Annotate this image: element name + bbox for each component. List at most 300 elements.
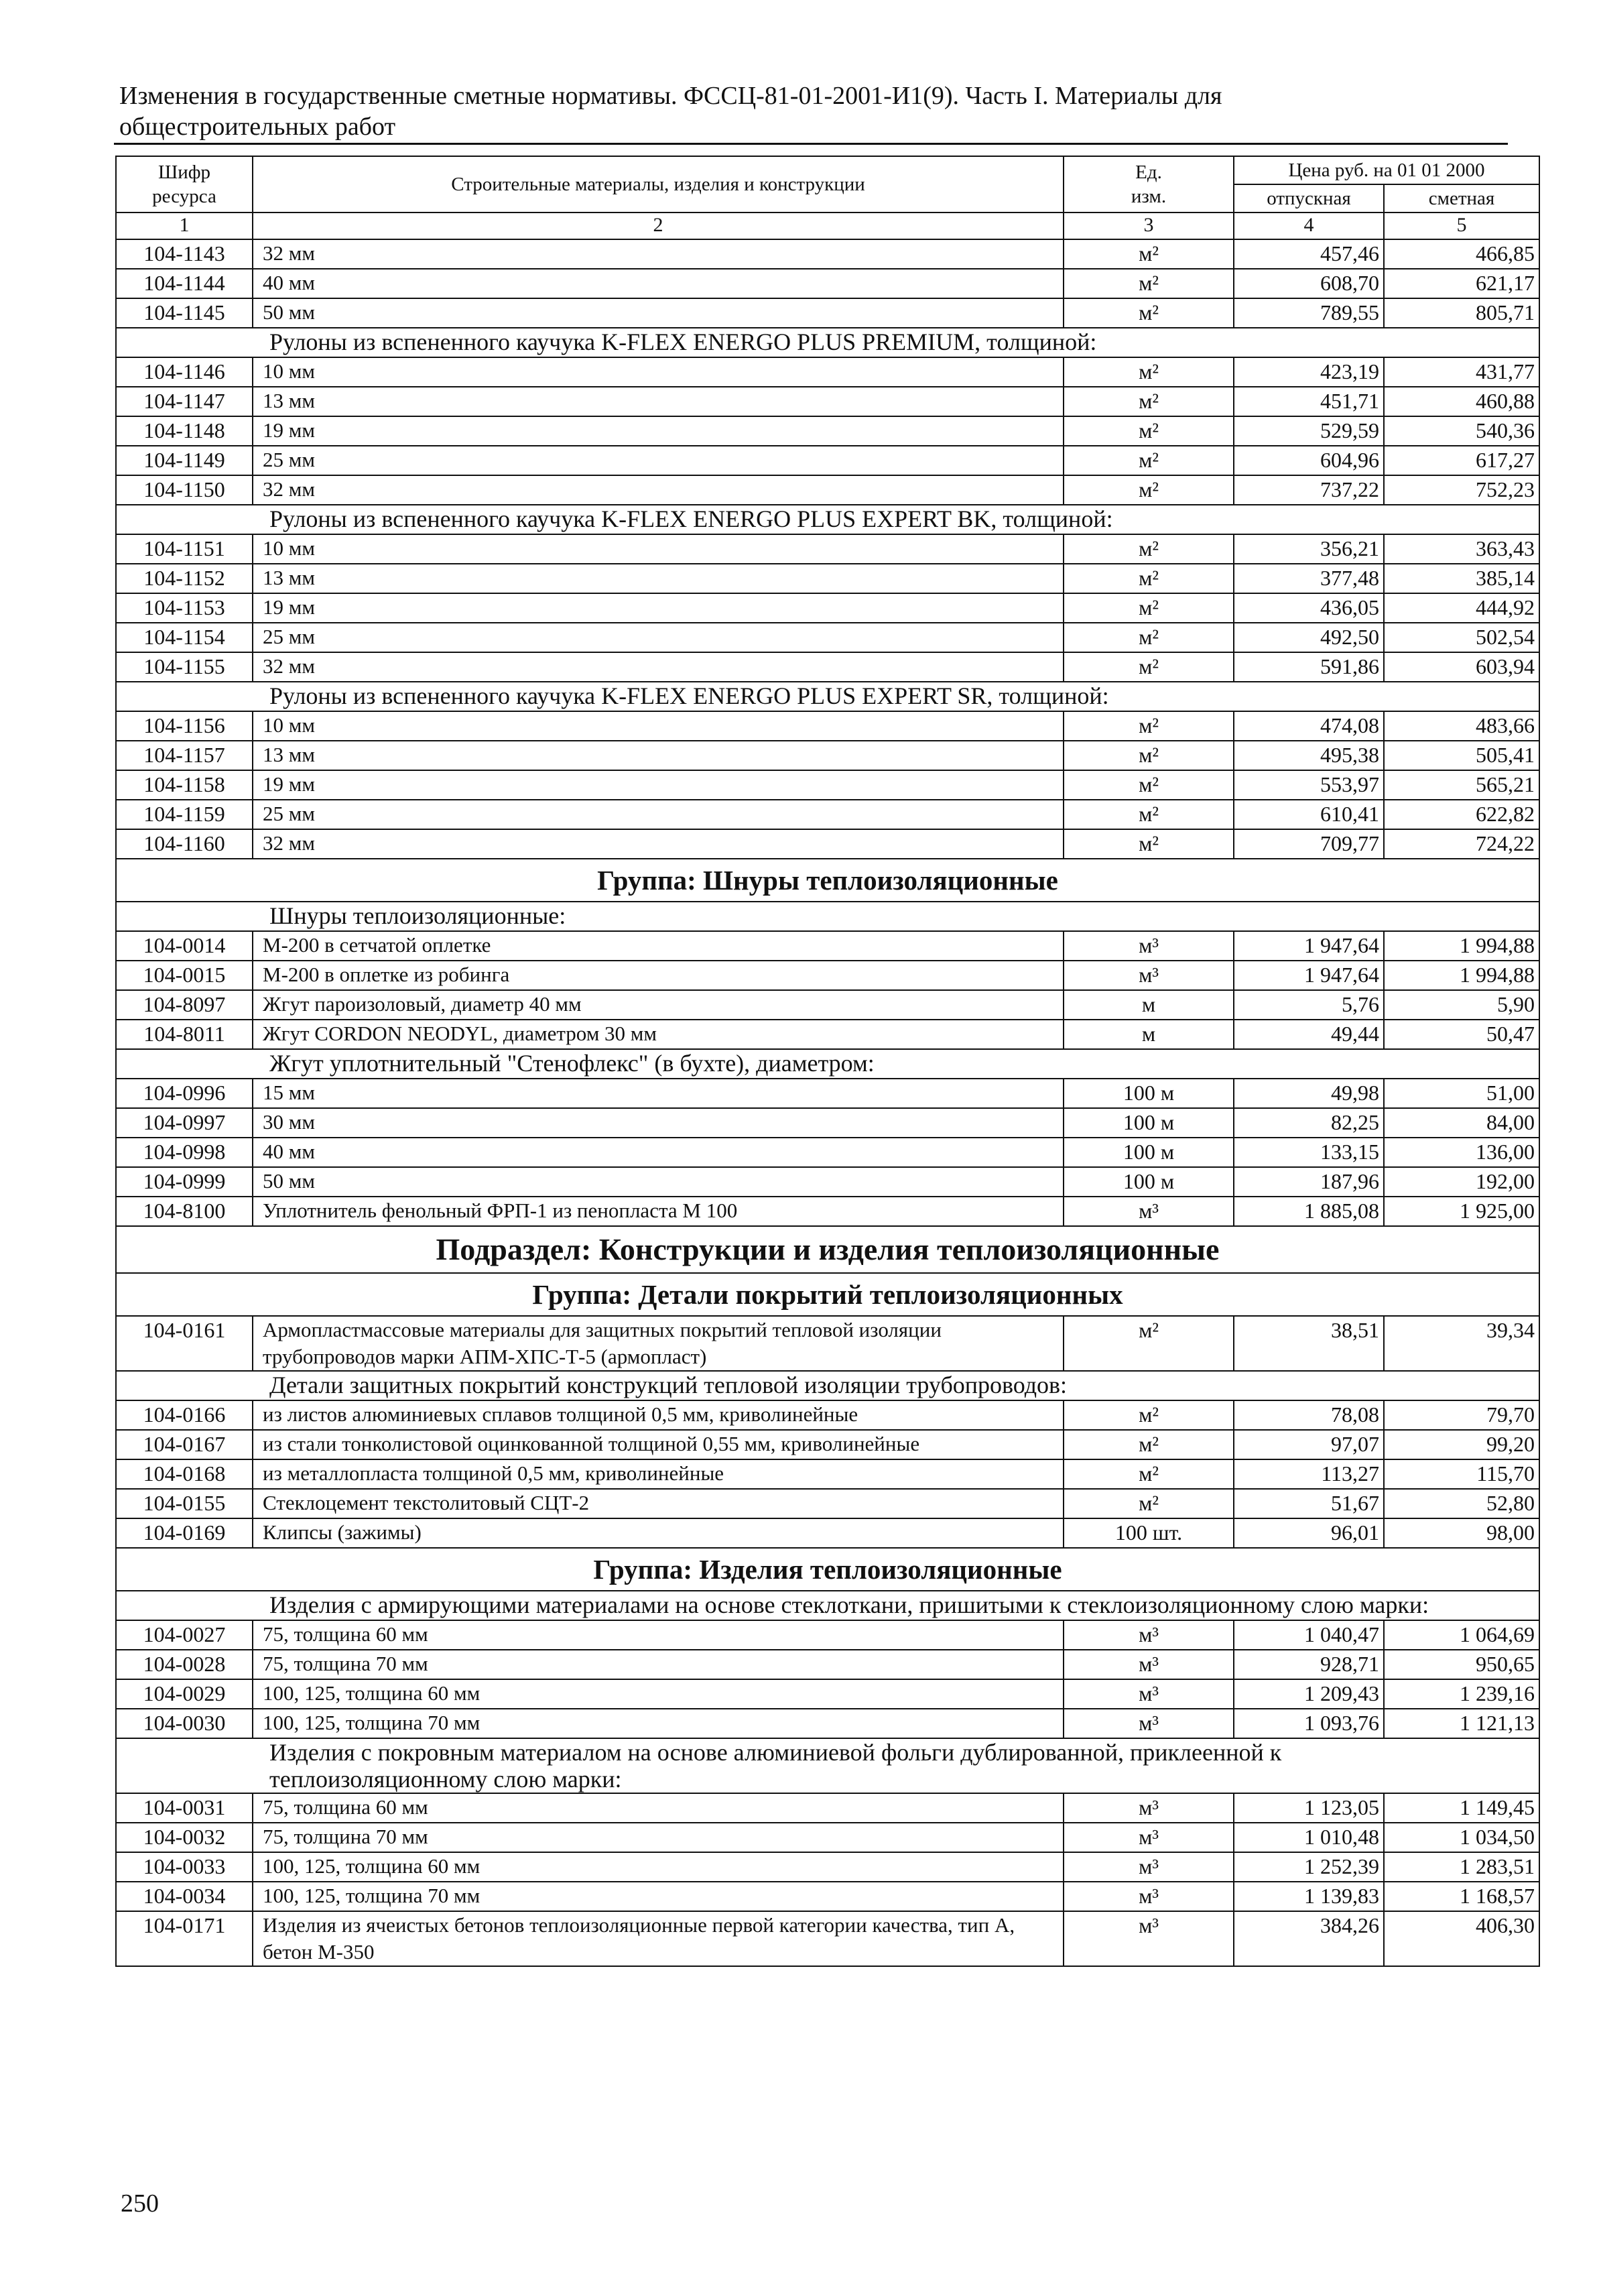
table-row <box>116 1793 1539 1823</box>
header-code <box>116 156 253 213</box>
unit: м² <box>1064 623 1234 652</box>
unit: м³ <box>1064 1679 1234 1709</box>
table-row <box>116 1823 1539 1852</box>
subheading-row <box>116 1591 1539 1620</box>
price-estimate: 460,88 <box>1384 387 1539 416</box>
table-row <box>116 1197 1539 1226</box>
column-number-row <box>116 213 1539 239</box>
price-estimate: 1 994,88 <box>1384 931 1539 961</box>
price-estimate: 1 283,51 <box>1384 1852 1539 1882</box>
header-unit-line1: Ед. <box>1135 162 1162 183</box>
page-number: 250 <box>121 2189 159 2218</box>
price-release: 82,25 <box>1234 1108 1384 1138</box>
material-name: 100, 125, толщина 60 мм <box>253 1679 1064 1709</box>
price-estimate: 79,70 <box>1384 1400 1539 1430</box>
resource-code: 104-1149 <box>116 446 253 475</box>
unit: м² <box>1064 652 1234 682</box>
resource-code: 104-0034 <box>116 1882 253 1911</box>
material-name: 75, толщина 70 мм <box>253 1823 1064 1852</box>
table-header-row <box>116 156 1539 184</box>
material-name: 13 мм <box>253 741 1064 770</box>
price-estimate: 98,00 <box>1384 1518 1539 1548</box>
price-release: 5,76 <box>1234 990 1384 1020</box>
price-table <box>115 156 1540 1967</box>
unit: м² <box>1064 269 1234 298</box>
table-row <box>116 1459 1539 1489</box>
unit: м³ <box>1064 1852 1234 1882</box>
table-row <box>116 623 1539 652</box>
material-name: Изделия из ячеистых бетонов теплоизоляционные первой категории качества, тип А, бетон М-350 <box>253 1911 1064 1966</box>
price-estimate: 39,34 <box>1384 1316 1539 1371</box>
price-estimate: 385,14 <box>1384 564 1539 593</box>
price-estimate: 617,27 <box>1384 446 1539 475</box>
price-estimate: 84,00 <box>1384 1108 1539 1138</box>
price-estimate: 621,17 <box>1384 269 1539 298</box>
resource-code: 104-0168 <box>116 1459 253 1489</box>
price-release: 1 947,64 <box>1234 931 1384 961</box>
material-name: 19 мм <box>253 416 1064 446</box>
table-row <box>116 1882 1539 1911</box>
resource-code: 104-1145 <box>116 298 253 328</box>
unit: м³ <box>1064 1911 1234 1966</box>
price-release: 789,55 <box>1234 298 1384 328</box>
price-release: 423,19 <box>1234 357 1384 387</box>
table-row <box>116 990 1539 1020</box>
material-name: Жгут CORDON NEODYL, диаметром 30 мм <box>253 1020 1064 1049</box>
material-name: 32 мм <box>253 829 1064 859</box>
resource-code: 104-0999 <box>116 1167 253 1197</box>
material-name: из листов алюминиевых сплавов толщиной 0,5 мм, криволинейные <box>253 1400 1064 1430</box>
price-estimate: 1 034,50 <box>1384 1823 1539 1852</box>
column-number: 2 <box>253 213 1064 239</box>
table-row <box>116 711 1539 741</box>
group-title: Группа: Детали покрытий теплоизоляционных <box>116 1273 1539 1316</box>
subheading: Рулоны из вспененного каучука K-FLEX ENERGO PLUS EXPERT SR, толщиной: <box>116 682 1539 711</box>
unit: м² <box>1064 741 1234 770</box>
price-estimate: 622,82 <box>1384 800 1539 829</box>
material-name: 75, толщина 70 мм <box>253 1650 1064 1679</box>
group-row <box>116 1273 1539 1316</box>
material-name: М-200 в сетчатой оплетке <box>253 931 1064 961</box>
table-row <box>116 741 1539 770</box>
price-release: 436,05 <box>1234 593 1384 623</box>
price-estimate: 51,00 <box>1384 1079 1539 1108</box>
material-name: 100, 125, толщина 60 мм <box>253 1852 1064 1882</box>
group-row <box>116 1548 1539 1591</box>
material-name: Уплотнитель фенольный ФРП-1 из пенопласта М 100 <box>253 1197 1064 1226</box>
resource-code: 104-0998 <box>116 1138 253 1167</box>
unit: м³ <box>1064 1882 1234 1911</box>
resource-code: 104-0027 <box>116 1620 253 1650</box>
price-release: 187,96 <box>1234 1167 1384 1197</box>
subheading: Детали защитных покрытий конструкций тепловой изоляции трубопроводов: <box>116 1371 1539 1400</box>
material-name: 32 мм <box>253 239 1064 269</box>
price-release: 928,71 <box>1234 1650 1384 1679</box>
resource-code: 104-1160 <box>116 829 253 859</box>
price-release: 457,46 <box>1234 239 1384 269</box>
subheading-row <box>116 1738 1539 1793</box>
price-release: 78,08 <box>1234 1400 1384 1430</box>
price-release: 492,50 <box>1234 623 1384 652</box>
header-unit <box>1064 156 1234 213</box>
table-row <box>116 1620 1539 1650</box>
price-release: 1 093,76 <box>1234 1709 1384 1738</box>
material-name: 19 мм <box>253 770 1064 800</box>
resource-code: 104-8100 <box>116 1197 253 1226</box>
material-name: Жгут пароизоловый, диаметр 40 мм <box>253 990 1064 1020</box>
table-row <box>116 1316 1539 1371</box>
unit: м³ <box>1064 1793 1234 1823</box>
price-estimate: 192,00 <box>1384 1167 1539 1197</box>
resource-code: 104-1154 <box>116 623 253 652</box>
resource-code: 104-1150 <box>116 475 253 505</box>
resource-code: 104-0014 <box>116 931 253 961</box>
price-estimate: 5,90 <box>1384 990 1539 1020</box>
price-release: 451,71 <box>1234 387 1384 416</box>
resource-code: 104-0997 <box>116 1108 253 1138</box>
price-release: 1 040,47 <box>1234 1620 1384 1650</box>
material-name: 25 мм <box>253 800 1064 829</box>
header-unit-line2: изм. <box>1131 186 1167 207</box>
price-estimate: 483,66 <box>1384 711 1539 741</box>
material-name: 75, толщина 60 мм <box>253 1793 1064 1823</box>
resource-code: 104-0029 <box>116 1679 253 1709</box>
price-release: 113,27 <box>1234 1459 1384 1489</box>
header-price: Цена руб. на 01 01 2000 <box>1234 156 1539 184</box>
material-name: 100, 125, толщина 70 мм <box>253 1709 1064 1738</box>
unit: 100 шт. <box>1064 1518 1234 1548</box>
table-row <box>116 593 1539 623</box>
resource-code: 104-1156 <box>116 711 253 741</box>
resource-code: 104-0171 <box>116 1911 253 1966</box>
price-estimate: 1 168,57 <box>1384 1882 1539 1911</box>
table-row <box>116 770 1539 800</box>
price-release: 1 123,05 <box>1234 1793 1384 1823</box>
unit: м <box>1064 990 1234 1020</box>
price-release: 1 010,48 <box>1234 1823 1384 1852</box>
price-release: 1 252,39 <box>1234 1852 1384 1882</box>
subheading-row <box>116 1371 1539 1400</box>
subheading: Рулоны из вспененного каучука K-FLEX ENERGO PLUS PREMIUM, толщиной: <box>116 328 1539 357</box>
price-estimate: 540,36 <box>1384 416 1539 446</box>
price-estimate: 752,23 <box>1384 475 1539 505</box>
subheading: Изделия с армирующими материалами на основе стеклоткани, пришитыми к стеклоизоляционному слою марки: <box>116 1591 1539 1620</box>
price-release: 474,08 <box>1234 711 1384 741</box>
material-name: 13 мм <box>253 564 1064 593</box>
table-row <box>116 269 1539 298</box>
unit: м² <box>1064 298 1234 328</box>
table-row <box>116 1852 1539 1882</box>
material-name: 15 мм <box>253 1079 1064 1108</box>
resource-code: 104-0028 <box>116 1650 253 1679</box>
price-release: 384,26 <box>1234 1911 1384 1966</box>
table-row <box>116 1709 1539 1738</box>
unit: м² <box>1064 1430 1234 1459</box>
unit: м³ <box>1064 1823 1234 1852</box>
material-name: 100, 125, толщина 70 мм <box>253 1882 1064 1911</box>
header-name: Строительные материалы, изделия и конструкции <box>253 156 1064 213</box>
unit: м² <box>1064 1400 1234 1430</box>
unit: м³ <box>1064 961 1234 990</box>
material-name: 10 мм <box>253 711 1064 741</box>
unit: м² <box>1064 416 1234 446</box>
price-estimate: 466,85 <box>1384 239 1539 269</box>
header-line-1: Изменения в государственные сметные нормативы. ФССЦ-81-01-2001-И1(9). Часть I. Материалы для <box>119 82 1222 110</box>
price-release: 529,59 <box>1234 416 1384 446</box>
material-name: 30 мм <box>253 1108 1064 1138</box>
price-release: 495,38 <box>1234 741 1384 770</box>
resource-code: 104-0161 <box>116 1316 253 1371</box>
table-row <box>116 564 1539 593</box>
header-code-line1: Шифр <box>157 162 211 183</box>
table-row <box>116 829 1539 859</box>
price-release: 610,41 <box>1234 800 1384 829</box>
price-release: 1 209,43 <box>1234 1679 1384 1709</box>
column-number: 3 <box>1064 213 1234 239</box>
table-row <box>116 1679 1539 1709</box>
material-name: 25 мм <box>253 446 1064 475</box>
price-estimate: 502,54 <box>1384 623 1539 652</box>
price-estimate: 50,47 <box>1384 1020 1539 1049</box>
table-row <box>116 298 1539 328</box>
price-estimate: 52,80 <box>1384 1489 1539 1518</box>
subheading: Шнуры теплоизоляционные: <box>116 902 1539 931</box>
header-price-release: отпускная <box>1234 184 1384 213</box>
material-name: 19 мм <box>253 593 1064 623</box>
resource-code: 104-0033 <box>116 1852 253 1882</box>
table-row <box>116 239 1539 269</box>
resource-code: 104-1151 <box>116 534 253 564</box>
price-estimate: 724,22 <box>1384 829 1539 859</box>
material-name: 50 мм <box>253 298 1064 328</box>
unit: м² <box>1064 387 1234 416</box>
subheading-row <box>116 1049 1539 1079</box>
group-row <box>116 859 1539 902</box>
subheading: Жгут уплотнительный "Стенофлекс" (в бухте), диаметром: <box>116 1049 1539 1079</box>
table-row <box>116 1400 1539 1430</box>
price-estimate: 950,65 <box>1384 1650 1539 1679</box>
table-row <box>116 1079 1539 1108</box>
subheading-row <box>116 328 1539 357</box>
unit: м <box>1064 1020 1234 1049</box>
unit: м² <box>1064 593 1234 623</box>
resource-code: 104-0030 <box>116 1709 253 1738</box>
material-name: 32 мм <box>253 475 1064 505</box>
price-release: 377,48 <box>1234 564 1384 593</box>
table-row <box>116 1911 1539 1966</box>
resource-code: 104-1143 <box>116 239 253 269</box>
subsection-row <box>116 1226 1539 1273</box>
price-release: 133,15 <box>1234 1138 1384 1167</box>
material-name: 40 мм <box>253 1138 1064 1167</box>
price-estimate: 805,71 <box>1384 298 1539 328</box>
resource-code: 104-0996 <box>116 1079 253 1108</box>
resource-code: 104-1147 <box>116 387 253 416</box>
table-row <box>116 1489 1539 1518</box>
resource-code: 104-0166 <box>116 1400 253 1430</box>
price-estimate: 1 239,16 <box>1384 1679 1539 1709</box>
price-estimate: 115,70 <box>1384 1459 1539 1489</box>
table-row <box>116 1650 1539 1679</box>
price-release: 38,51 <box>1234 1316 1384 1371</box>
unit: м² <box>1064 357 1234 387</box>
price-estimate: 603,94 <box>1384 652 1539 682</box>
group-title: Группа: Изделия теплоизоляционные <box>116 1548 1539 1591</box>
resource-code: 104-1155 <box>116 652 253 682</box>
resource-code: 104-1157 <box>116 741 253 770</box>
price-release: 1 885,08 <box>1234 1197 1384 1226</box>
table-row <box>116 1430 1539 1459</box>
resource-code: 104-1158 <box>116 770 253 800</box>
material-name: Армопластмассовые материалы для защитных покрытий тепловой изоляции трубопроводов марки АПМ-ХПС-Т-5 (армопласт) <box>253 1316 1064 1371</box>
material-name: 32 мм <box>253 652 1064 682</box>
subheading-row <box>116 902 1539 931</box>
resource-code: 104-1148 <box>116 416 253 446</box>
table-row <box>116 387 1539 416</box>
resource-code: 104-0015 <box>116 961 253 990</box>
unit: м² <box>1064 1316 1234 1371</box>
resource-code: 104-0155 <box>116 1489 253 1518</box>
unit: м² <box>1064 800 1234 829</box>
price-release: 97,07 <box>1234 1430 1384 1459</box>
resource-code: 104-8097 <box>116 990 253 1020</box>
header-code-line2: ресурса <box>152 186 216 207</box>
table-row <box>116 1518 1539 1548</box>
material-name: 10 мм <box>253 357 1064 387</box>
price-release: 356,21 <box>1234 534 1384 564</box>
price-release: 553,97 <box>1234 770 1384 800</box>
price-release: 49,44 <box>1234 1020 1384 1049</box>
subheading: Рулоны из вспененного каучука K-FLEX ENERGO PLUS EXPERT BK, толщиной: <box>116 505 1539 534</box>
subheading: Изделия с покровным материалом на основе алюминиевой фольги дублированной, приклеенной к теплоизоляционному слою марки: <box>116 1738 1539 1793</box>
resource-code: 104-0031 <box>116 1793 253 1823</box>
material-name: 75, толщина 60 мм <box>253 1620 1064 1650</box>
table-row <box>116 931 1539 961</box>
unit: м² <box>1064 475 1234 505</box>
column-number: 1 <box>116 213 253 239</box>
subsection-title: Подраздел: Конструкции и изделия теплоизоляционные <box>116 1226 1539 1273</box>
price-release: 591,86 <box>1234 652 1384 682</box>
resource-code: 104-1153 <box>116 593 253 623</box>
material-name: 13 мм <box>253 387 1064 416</box>
price-release: 709,77 <box>1234 829 1384 859</box>
document-header <box>119 80 1393 142</box>
resource-code: 104-0167 <box>116 1430 253 1459</box>
resource-code: 104-0032 <box>116 1823 253 1852</box>
unit: м² <box>1064 446 1234 475</box>
unit: 100 м <box>1064 1167 1234 1197</box>
material-name: 10 мм <box>253 534 1064 564</box>
material-name: Стеклоцемент текстолитовый СЦТ-2 <box>253 1489 1064 1518</box>
unit: м² <box>1064 1459 1234 1489</box>
price-estimate: 99,20 <box>1384 1430 1539 1459</box>
unit: 100 м <box>1064 1079 1234 1108</box>
table-row <box>116 652 1539 682</box>
resource-code: 104-0169 <box>116 1518 253 1548</box>
price-release: 51,67 <box>1234 1489 1384 1518</box>
price-estimate: 363,43 <box>1384 534 1539 564</box>
table-row <box>116 1138 1539 1167</box>
price-estimate: 1 064,69 <box>1384 1620 1539 1650</box>
unit: м² <box>1064 534 1234 564</box>
unit: 100 м <box>1064 1108 1234 1138</box>
unit: м² <box>1064 829 1234 859</box>
price-estimate: 1 149,45 <box>1384 1793 1539 1823</box>
material-name: из стали тонколистовой оцинкованной толщиной 0,55 мм, криволинейные <box>253 1430 1064 1459</box>
price-estimate: 1 925,00 <box>1384 1197 1539 1226</box>
material-name: М-200 в оплетке из робинга <box>253 961 1064 990</box>
table-row <box>116 416 1539 446</box>
price-release: 737,22 <box>1234 475 1384 505</box>
price-estimate: 136,00 <box>1384 1138 1539 1167</box>
header-rule <box>114 143 1508 145</box>
resource-code: 104-8011 <box>116 1020 253 1049</box>
price-table-body <box>116 156 1539 1966</box>
price-estimate: 431,77 <box>1384 357 1539 387</box>
unit: 100 м <box>1064 1138 1234 1167</box>
table-row <box>116 475 1539 505</box>
unit: м² <box>1064 239 1234 269</box>
table-row <box>116 800 1539 829</box>
unit: м³ <box>1064 1709 1234 1738</box>
subheading-row <box>116 505 1539 534</box>
unit: м² <box>1064 1489 1234 1518</box>
price-release: 1 947,64 <box>1234 961 1384 990</box>
price-estimate: 444,92 <box>1384 593 1539 623</box>
table-row <box>116 357 1539 387</box>
header-price-estimate: сметная <box>1384 184 1539 213</box>
price-release: 49,98 <box>1234 1079 1384 1108</box>
price-release: 96,01 <box>1234 1518 1384 1548</box>
material-name: 40 мм <box>253 269 1064 298</box>
table-row <box>116 1020 1539 1049</box>
table-row <box>116 446 1539 475</box>
price-estimate: 1 994,88 <box>1384 961 1539 990</box>
resource-code: 104-1152 <box>116 564 253 593</box>
table-row <box>116 961 1539 990</box>
price-release: 608,70 <box>1234 269 1384 298</box>
header-line-2: общестроительных работ <box>119 113 396 141</box>
unit: м³ <box>1064 1620 1234 1650</box>
price-estimate: 406,30 <box>1384 1911 1539 1966</box>
table-row <box>116 1167 1539 1197</box>
price-estimate: 1 121,13 <box>1384 1709 1539 1738</box>
material-name: из металлопласта толщиной 0,5 мм, криволинейные <box>253 1459 1064 1489</box>
material-name: 50 мм <box>253 1167 1064 1197</box>
material-name: 25 мм <box>253 623 1064 652</box>
unit: м² <box>1064 711 1234 741</box>
resource-code: 104-1146 <box>116 357 253 387</box>
price-estimate: 505,41 <box>1384 741 1539 770</box>
table-row <box>116 534 1539 564</box>
resource-code: 104-1144 <box>116 269 253 298</box>
resource-code: 104-1159 <box>116 800 253 829</box>
unit: м³ <box>1064 931 1234 961</box>
price-release: 1 139,83 <box>1234 1882 1384 1911</box>
unit: м³ <box>1064 1197 1234 1226</box>
column-number: 4 <box>1234 213 1384 239</box>
price-release: 604,96 <box>1234 446 1384 475</box>
unit: м² <box>1064 564 1234 593</box>
material-name: Клипсы (зажимы) <box>253 1518 1064 1548</box>
column-number: 5 <box>1384 213 1539 239</box>
group-title: Группа: Шнуры теплоизоляционные <box>116 859 1539 902</box>
table-row <box>116 1108 1539 1138</box>
price-estimate: 565,21 <box>1384 770 1539 800</box>
unit: м² <box>1064 770 1234 800</box>
subheading-row <box>116 682 1539 711</box>
unit: м³ <box>1064 1650 1234 1679</box>
